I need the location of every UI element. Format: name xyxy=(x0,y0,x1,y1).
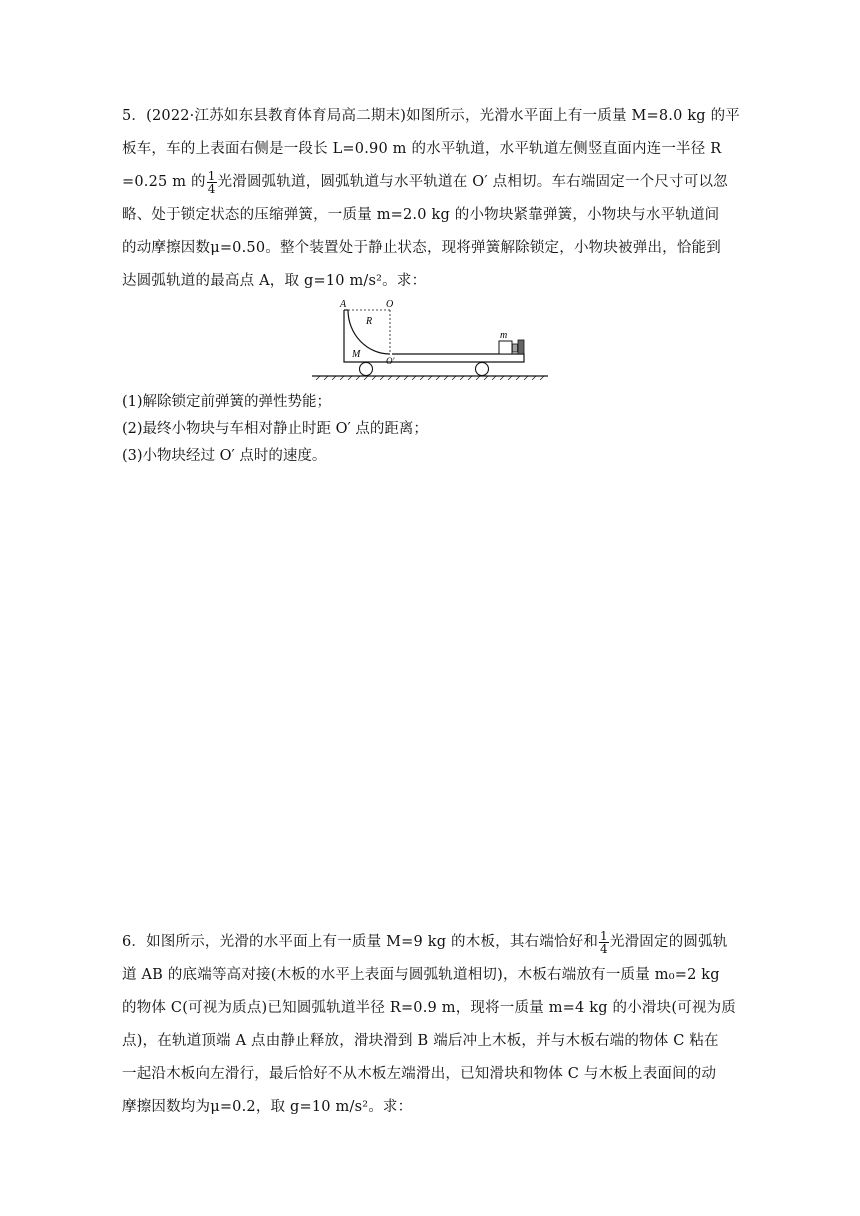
fraction-denominator: 4 xyxy=(600,941,608,956)
problem-6-line-2: 道 AB 的底端等高对接(木板的水平上表面与圆弧轨道相切)，木板右端放有一质量 m₀=2 kg xyxy=(122,967,720,983)
problem-5-line-6: 达圆弧轨道的最高点 A，取 g=10 m/s²。求： xyxy=(122,273,427,289)
problem-6-line-1a: 6．如图所示，光滑的水平面上有一质量 M=9 kg 的木板，其右端恰好和 xyxy=(122,934,599,950)
problem-5-line-4: 略、处于锁定状态的压缩弹簧，一质量 m=2.0 kg 的小物块紧靠弹簧，小物块与水平轨道间 xyxy=(122,207,720,223)
fraction-denominator: 4 xyxy=(207,181,216,196)
question-3: (3)小物块经过 O′ 点时的速度。 xyxy=(122,448,327,464)
problem-5-line-3b: 光滑圆弧轨道，圆弧轨道与水平轨道在 O′ 点相切。车右端固定一个尺寸可以忽 xyxy=(217,174,728,190)
problem-5-line-3a: =0.25 m 的 xyxy=(122,174,206,190)
label-M: M xyxy=(352,349,361,360)
right-wheel xyxy=(476,363,489,376)
question-2: (2)最终小物块与车相对静止时距 O′ 点的距离； xyxy=(122,421,428,437)
problem-6-line-1b: 光滑固定的圆弧轨 xyxy=(609,934,728,950)
problem-5-text xyxy=(122,100,742,298)
problem-5-line-2: 板车，车的上表面右侧是一段长 L=0.90 m 的水平轨道，水平轨道左侧竖直面内连一半径 R xyxy=(122,141,722,157)
fraction-numerator: 1 xyxy=(207,168,216,183)
label-R: R xyxy=(366,316,373,327)
small-block xyxy=(499,341,512,354)
problem-6-line-6: 摩擦因数均为μ=0.2，取 g=10 m/s²。求： xyxy=(122,1099,413,1115)
problem-5-line-5: 的动摩擦因数μ=0.50。整个装置处于静止状态，现将弹簧解除锁定，小物块被弹出，恰能到 xyxy=(122,240,721,256)
problem-6-line-4: 点)，在轨道顶端 A 点由静止释放，滑块滑到 B 端后冲上木板，并与木板右端的物体 C 粘在 xyxy=(122,1033,719,1049)
label-A: A xyxy=(340,299,347,310)
problem-5-line-1: 5．(2022·江苏如东县教育体育局高二期末)如图所示，光滑水平面上有一质量 M=8.0 kg 的平 xyxy=(122,108,740,124)
problem-6-text xyxy=(122,926,742,1124)
left-wheel xyxy=(360,363,373,376)
fraction-numerator: 1 xyxy=(600,928,608,943)
question-1: (1)解除锁定前弹簧的弹性势能； xyxy=(122,394,332,410)
cart-track-figure xyxy=(312,296,548,380)
label-m: m xyxy=(500,330,508,341)
spring xyxy=(512,344,518,352)
label-O-prime: O′ xyxy=(386,356,395,366)
right-wall xyxy=(518,340,524,354)
problem-6-line-3: 的物体 C(可视为质点)已知圆弧轨道半径 R=0.9 m，现将一质量 m=4 kg 的小滑块(可视为质 xyxy=(122,1000,736,1016)
label-O: O xyxy=(386,299,394,310)
ground-hatching xyxy=(316,376,544,380)
problem-5-line-3 xyxy=(122,166,742,199)
problem-6-line-1 xyxy=(122,926,742,959)
fraction-one-quarter xyxy=(207,170,217,195)
fraction-one-quarter-2 xyxy=(599,930,609,955)
problem-6-line-5: 一起沿木板向左滑行，最后恰好不从木板左端滑出，已知滑块和物体 C 与木板上表面间的动 xyxy=(122,1066,717,1082)
